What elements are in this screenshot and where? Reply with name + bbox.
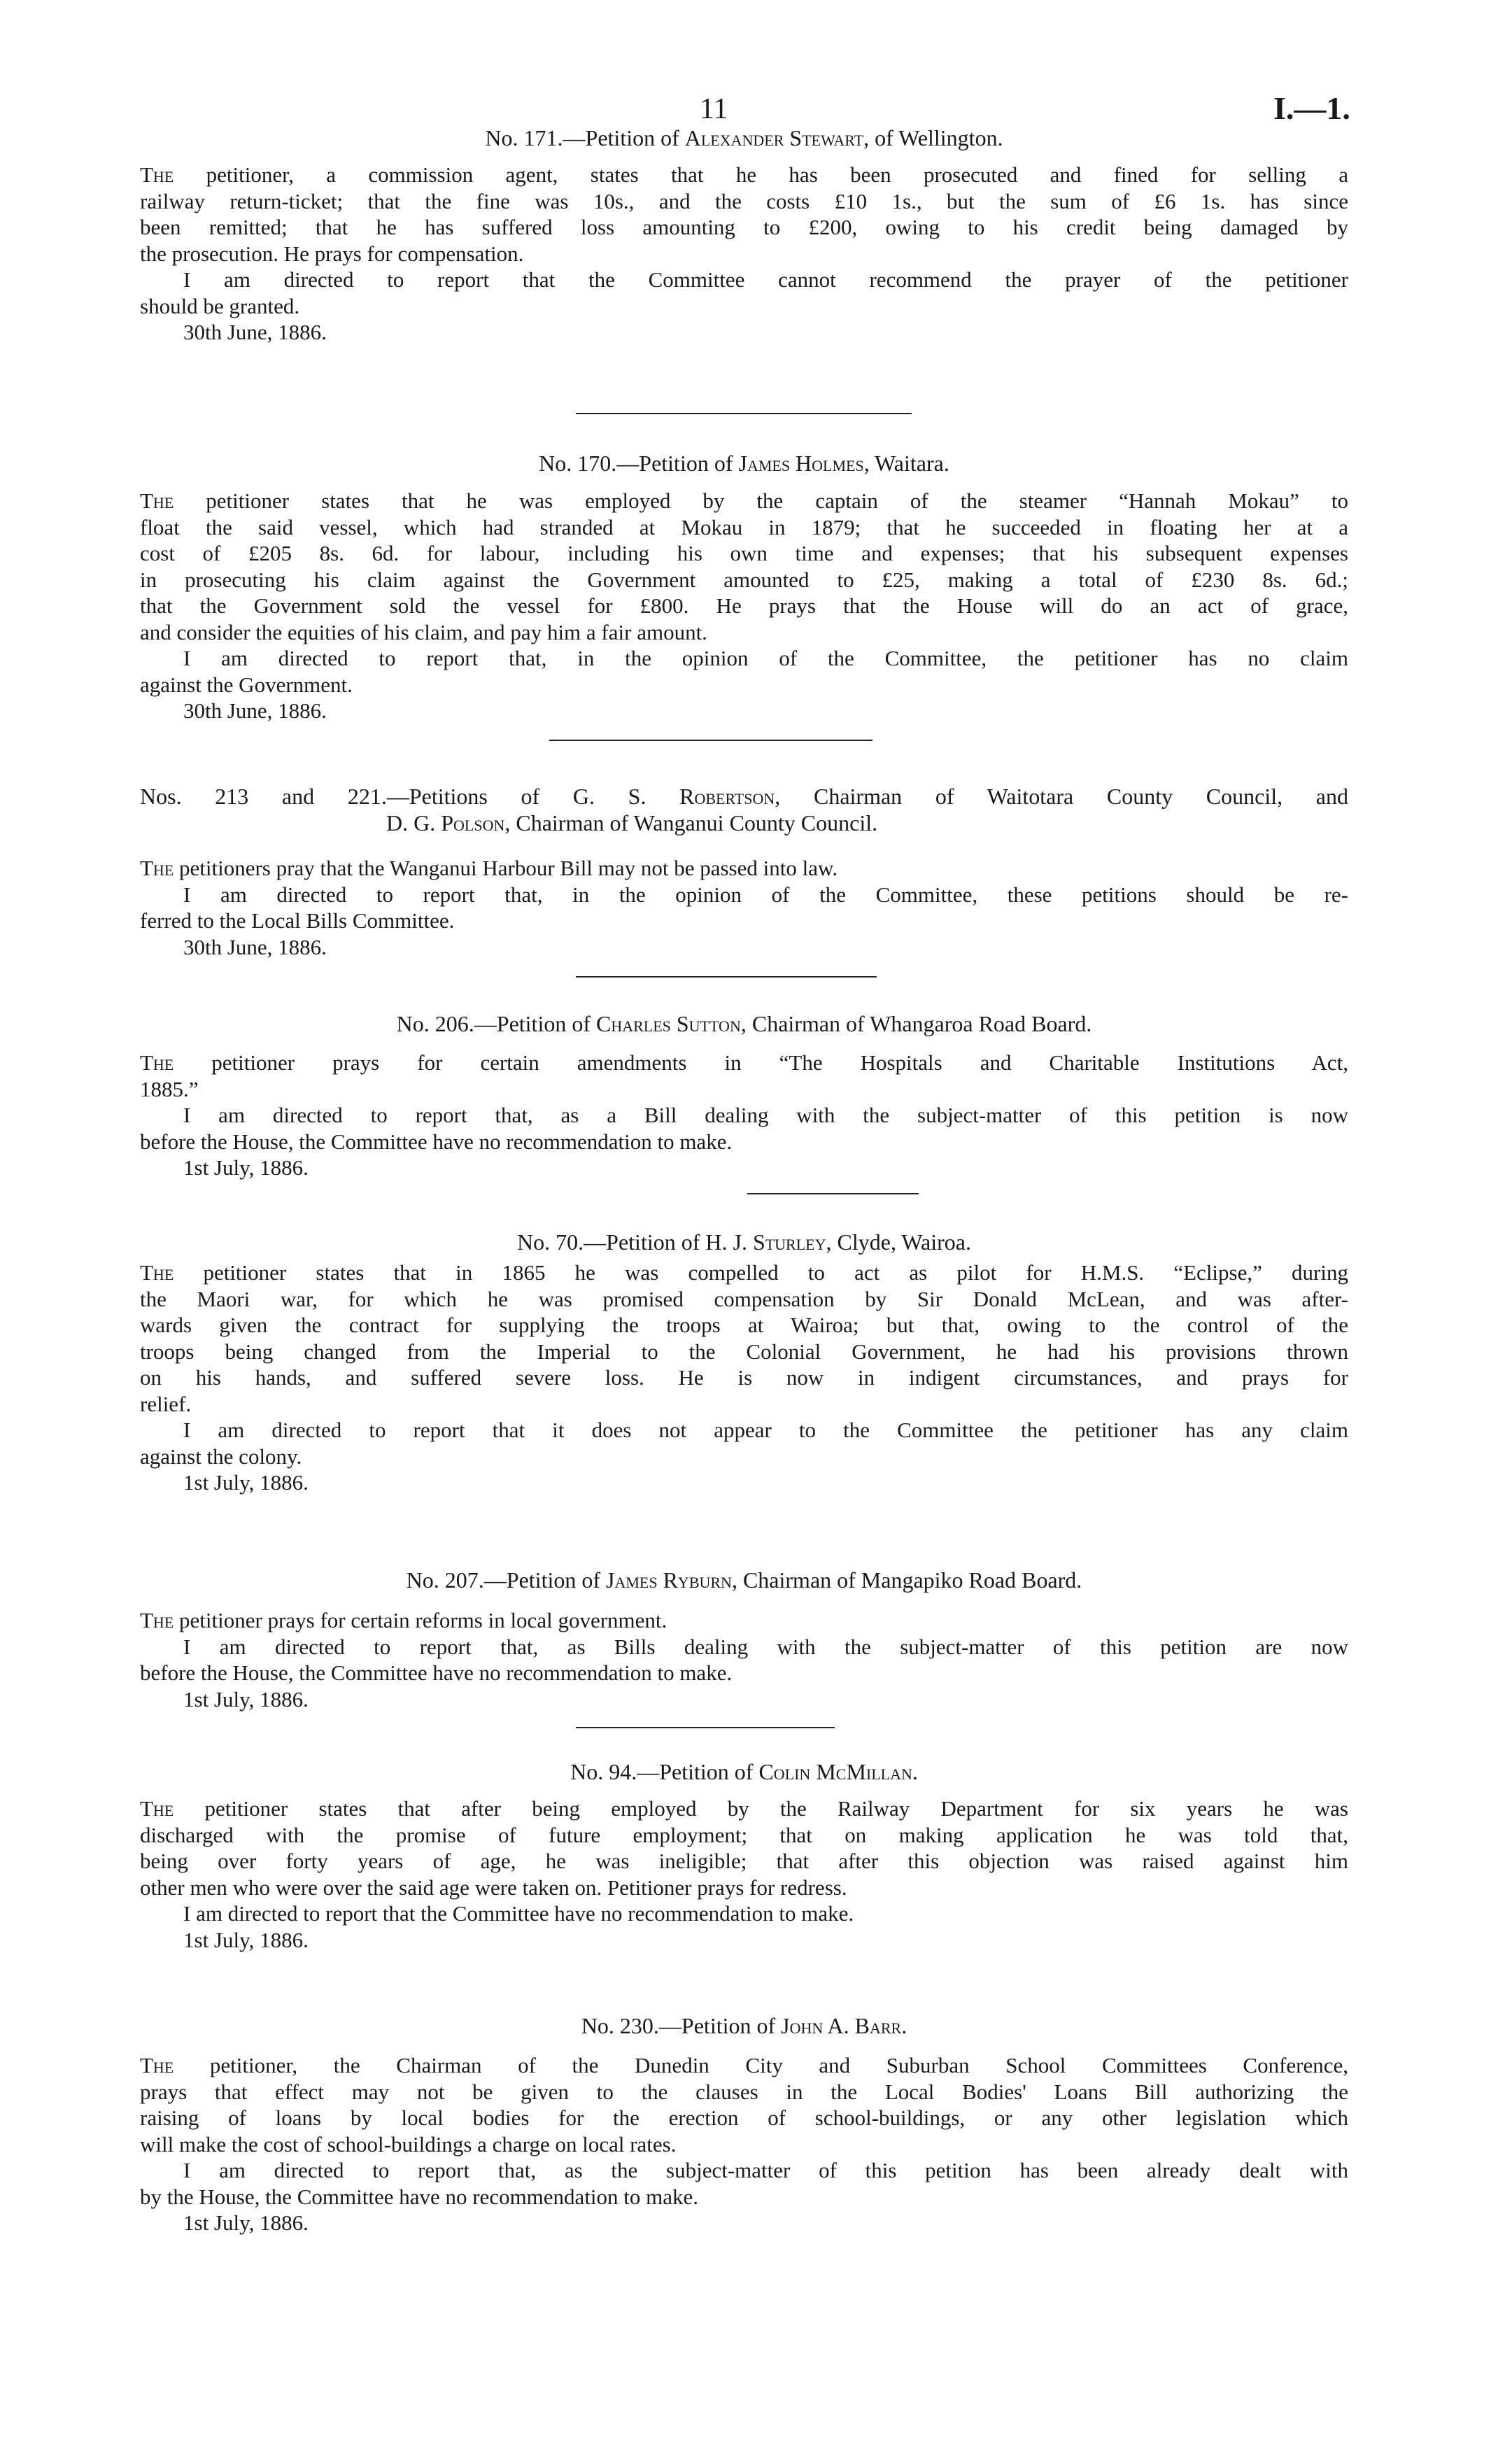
line-text: petitioner states that he was employed by the captain of the steamer “Hannah Mokau” to bbox=[174, 488, 1348, 513]
text-line bbox=[140, 188, 1348, 215]
line-text: against the colony. bbox=[140, 1444, 302, 1469]
heading-line bbox=[140, 1010, 1348, 1037]
text-line bbox=[140, 1391, 1348, 1418]
line-text: will make the cost of school-buildings a charge on local rates. bbox=[140, 2131, 677, 2157]
line-text: been remitted; that he has suffered loss amounting to £200, owing to his credit being damaged by bbox=[140, 215, 1348, 239]
petition-body bbox=[140, 2052, 1348, 2236]
petition-heading bbox=[140, 1758, 1348, 1785]
heading-text: D. G. bbox=[386, 810, 441, 835]
report-date: 1st July, 1886. bbox=[183, 1155, 309, 1180]
line-text: petitioner states that after being employed by the Railway Department for six years he was bbox=[174, 1796, 1348, 1821]
line-text: ferred to the Local Bills Committee. bbox=[140, 908, 455, 933]
lead-word: The bbox=[140, 1796, 174, 1821]
text-line bbox=[140, 2105, 1348, 2131]
text-line bbox=[140, 1607, 1348, 1634]
line-text: other men who were over the said age were taken on. Petitioner prays for redress. bbox=[140, 1875, 847, 1900]
text-line bbox=[140, 1634, 1348, 1660]
line-text: I am directed to report that, as the subject-matter of this petition has been already dealt with bbox=[183, 2158, 1348, 2182]
line-text: I am directed to report that, as a Bill dealing with the subject-matter of this petition is now bbox=[183, 1103, 1348, 1127]
text-line bbox=[140, 293, 1348, 320]
document-reference: I.—1. bbox=[1273, 90, 1350, 126]
heading-text: Nos. 213 and 221.—Petitions of G. S. bbox=[140, 784, 680, 809]
line-text: I am directed to report that it does not appear to the Committee the petitioner has any claim bbox=[183, 1418, 1348, 1442]
heading-text: . bbox=[912, 1759, 918, 1784]
petition-body bbox=[140, 1607, 1348, 1712]
line-text: the prosecution. He prays for compensation. bbox=[140, 241, 524, 266]
petitioner-name: Robertson bbox=[679, 784, 775, 809]
text-line bbox=[140, 1417, 1348, 1444]
text-line bbox=[140, 1875, 1348, 1901]
petition-body bbox=[140, 488, 1348, 724]
heading-text: No. 171.—Petition of bbox=[485, 125, 685, 150]
text-line bbox=[140, 1444, 1348, 1470]
section-divider bbox=[576, 1727, 835, 1728]
heading-text: , Clyde, Wairoa. bbox=[826, 1229, 971, 1255]
line-text: before the House, the Committee have no recommendation to make. bbox=[140, 1129, 733, 1154]
line-text: petitioner, a commission agent, states that he has been prosecuted and fined for selling a bbox=[174, 162, 1348, 187]
petition-body bbox=[140, 162, 1348, 346]
text-line bbox=[140, 241, 1348, 267]
heading-line bbox=[140, 810, 1348, 836]
heading-text: . bbox=[901, 2013, 907, 2038]
heading-text: No. 207.—Petition of bbox=[406, 1567, 607, 1593]
heading-line bbox=[140, 1567, 1348, 1593]
line-text: wards given the contract for supplying the troops at Wairoa; but that, owing to the control of the bbox=[140, 1313, 1348, 1337]
petition-body bbox=[140, 1259, 1348, 1496]
heading-text: , Chairman of Wanganui County Council. bbox=[504, 810, 878, 835]
text-line bbox=[140, 1312, 1348, 1339]
lead-word: The bbox=[140, 488, 174, 513]
report-date: 1st July, 1886. bbox=[183, 1927, 309, 1952]
report-date: 1st July, 1886. bbox=[183, 2210, 309, 2235]
heading-text: , Chairman of Whangaroa Road Board. bbox=[740, 1011, 1092, 1036]
text-line bbox=[140, 267, 1348, 293]
text-line bbox=[140, 1259, 1348, 1286]
petition-body bbox=[140, 1050, 1348, 1181]
lead-word: The bbox=[140, 1050, 174, 1075]
petition-heading bbox=[140, 783, 1348, 836]
heading-text: No. 70.—Petition of H. J. bbox=[517, 1229, 753, 1255]
text-line bbox=[140, 645, 1348, 672]
line-text: that the Government sold the vessel for £800. He prays that the House will do an act of grace, bbox=[140, 593, 1348, 618]
line-text: railway return-ticket; that the fine was 10s., and the costs £10 1s., but the sum of £6 1s. has since bbox=[140, 188, 1348, 213]
line-text: petitioner, the Chairman of the Dunedin City and Suburban School Committees Conference, bbox=[174, 2053, 1348, 2077]
section-divider bbox=[549, 740, 872, 741]
heading-text: No. 230.—Petition of bbox=[581, 2013, 782, 2038]
text-line bbox=[140, 1795, 1348, 1822]
text-line bbox=[140, 908, 1348, 934]
lead-word: The bbox=[140, 162, 174, 187]
line-text: in prosecuting his claim against the Government amounted to £25, making a total of £230 8s. 6d.; bbox=[140, 567, 1348, 592]
line-text: prays that effect may not be given to the clauses in the Local Bodies' Loans Bill authorizing the bbox=[140, 2079, 1348, 2104]
text-line bbox=[140, 567, 1348, 593]
petitioner-name: James Ryburn bbox=[606, 1567, 732, 1593]
petitioner-name: Polson bbox=[441, 810, 505, 835]
line-text: petitioner prays for certain reforms in local government. bbox=[174, 1608, 667, 1632]
text-line bbox=[140, 1660, 1348, 1686]
petitioner-name: Charles Sutton bbox=[595, 1011, 741, 1036]
line-text: by the House, the Committee have no recommendation to make. bbox=[140, 2184, 699, 2209]
petition-heading bbox=[140, 1010, 1348, 1037]
line-text: and consider the equities of his claim, and pay him a fair amount. bbox=[140, 619, 707, 644]
text-line bbox=[140, 1900, 1348, 1927]
heading-text: , Chairman of Mangapiko Road Board. bbox=[731, 1567, 1082, 1593]
petition-body bbox=[140, 855, 1348, 960]
lead-word: The bbox=[140, 1608, 174, 1632]
petitioner-name: Alexander Stewart bbox=[684, 125, 864, 150]
petitioner-name: Sturley bbox=[752, 1229, 826, 1255]
text-line bbox=[140, 514, 1348, 541]
petition-heading bbox=[140, 1567, 1348, 1593]
lead-word: The bbox=[140, 856, 174, 880]
text-line bbox=[140, 619, 1348, 646]
text-line bbox=[140, 1129, 1348, 1155]
section-divider bbox=[576, 976, 877, 978]
report-date: 30th June, 1886. bbox=[183, 934, 327, 959]
heading-text: No. 170.—Petition of bbox=[539, 451, 739, 476]
heading-line bbox=[140, 1229, 1348, 1255]
petitioner-name: Colin McMillan bbox=[758, 1759, 912, 1784]
report-date: 1st July, 1886. bbox=[183, 1470, 309, 1495]
text-line bbox=[140, 1848, 1348, 1875]
lead-word: The bbox=[140, 2053, 174, 2077]
text-line bbox=[140, 488, 1348, 514]
text-line bbox=[140, 593, 1348, 619]
heading-line bbox=[140, 450, 1348, 477]
line-text: cost of £205 8s. 6d. for labour, including his own time and expenses; that his subsequent expenses bbox=[140, 541, 1348, 565]
heading-line bbox=[140, 125, 1348, 151]
text-line bbox=[140, 1102, 1348, 1129]
text-line bbox=[140, 2131, 1348, 2158]
heading-line bbox=[140, 2012, 1348, 2039]
line-text: on his hands, and suffered severe loss. He is now in indigent circumstances, and prays for bbox=[140, 1365, 1348, 1390]
petition-body bbox=[140, 1795, 1348, 1953]
page-number: 11 bbox=[700, 93, 728, 125]
heading-text: , Chairman of Waitotara County Council, and bbox=[775, 784, 1349, 809]
heading-text: No. 94.—Petition of bbox=[570, 1759, 759, 1784]
line-text: petitioners pray that the Wanganui Harbour Bill may not be passed into law. bbox=[174, 856, 838, 880]
line-text: being over forty years of age, he was ineligible; that after this objection was raised against him bbox=[140, 1849, 1348, 1873]
petition-heading bbox=[140, 1229, 1348, 1255]
line-text: relief. bbox=[140, 1391, 192, 1416]
text-line bbox=[140, 214, 1348, 241]
text-line bbox=[140, 2157, 1348, 2184]
report-date: 1st July, 1886. bbox=[183, 1686, 309, 1712]
text-line bbox=[140, 2079, 1348, 2105]
petition-heading bbox=[140, 125, 1348, 151]
report-date: 30th June, 1886. bbox=[183, 698, 327, 723]
line-text: I am directed to report that, in the opinion of the Committee, the petitioner has no claim bbox=[183, 646, 1348, 670]
line-text: petitioner prays for certain amendments in “The Hospitals and Charitable Institutions Act, bbox=[174, 1050, 1348, 1075]
line-text: I am directed to report that the Committee cannot recommend the prayer of the petitioner bbox=[183, 267, 1348, 292]
line-text: 1885.” bbox=[140, 1076, 199, 1101]
petition-heading bbox=[140, 450, 1348, 477]
section-divider bbox=[576, 413, 912, 414]
line-text: petitioner states that in 1865 he was compelled to act as pilot for H.M.S. “Eclipse,” during bbox=[174, 1260, 1348, 1285]
petitioner-name: John A. Barr bbox=[781, 2013, 902, 2038]
line-text: I am directed to report that the Committee have no recommendation to make. bbox=[183, 1901, 854, 1926]
line-text: discharged with the promise of future employment; that on making application he was told that, bbox=[140, 1822, 1348, 1847]
heading-text: , of Wellington. bbox=[863, 125, 1003, 150]
petitioner-name: James Holmes bbox=[738, 451, 864, 476]
heading-text: , Waitara. bbox=[863, 451, 949, 476]
line-text: against the Government. bbox=[140, 672, 353, 697]
line-text: before the House, the Committee have no recommendation to make. bbox=[140, 1660, 733, 1685]
heading-text: No. 206.—Petition of bbox=[396, 1011, 596, 1036]
line-text: the Maori war, for which he was promised compensation by Sir Donald McLean, and was after- bbox=[140, 1286, 1348, 1311]
line-text: I am directed to report that, in the opinion of the Committee, these petitions should be re- bbox=[183, 882, 1348, 907]
text-line bbox=[140, 672, 1348, 698]
line-text: troops being changed from the Imperial to the Colonial Government, he had his provisions thrown bbox=[140, 1339, 1348, 1364]
text-line bbox=[140, 1822, 1348, 1849]
text-line bbox=[140, 1050, 1348, 1076]
text-line bbox=[140, 1339, 1348, 1365]
text-line bbox=[140, 1286, 1348, 1313]
petition-heading bbox=[140, 2012, 1348, 2039]
text-line bbox=[140, 882, 1348, 908]
text-line bbox=[140, 1076, 1348, 1103]
line-text: float the said vessel, which had stranded at Mokau in 1879; that he succeeded in floating her at a bbox=[140, 514, 1348, 539]
text-line bbox=[140, 162, 1348, 188]
section-divider bbox=[747, 1193, 919, 1194]
heading-line bbox=[140, 783, 1348, 810]
text-line bbox=[140, 1364, 1348, 1391]
text-line bbox=[140, 540, 1348, 567]
line-text: raising of loans by local bodies for the erection of school-buildings, or any other legislation which bbox=[140, 2105, 1348, 2130]
report-date: 30th June, 1886. bbox=[183, 320, 327, 344]
line-text: I am directed to report that, as Bills dealing with the subject-matter of this petition are now bbox=[183, 1634, 1348, 1659]
heading-line bbox=[140, 1758, 1348, 1785]
line-text: should be granted. bbox=[140, 293, 300, 318]
text-line bbox=[140, 2184, 1348, 2210]
text-line bbox=[140, 855, 1348, 882]
lead-word: The bbox=[140, 1260, 174, 1285]
text-line bbox=[140, 2052, 1348, 2079]
